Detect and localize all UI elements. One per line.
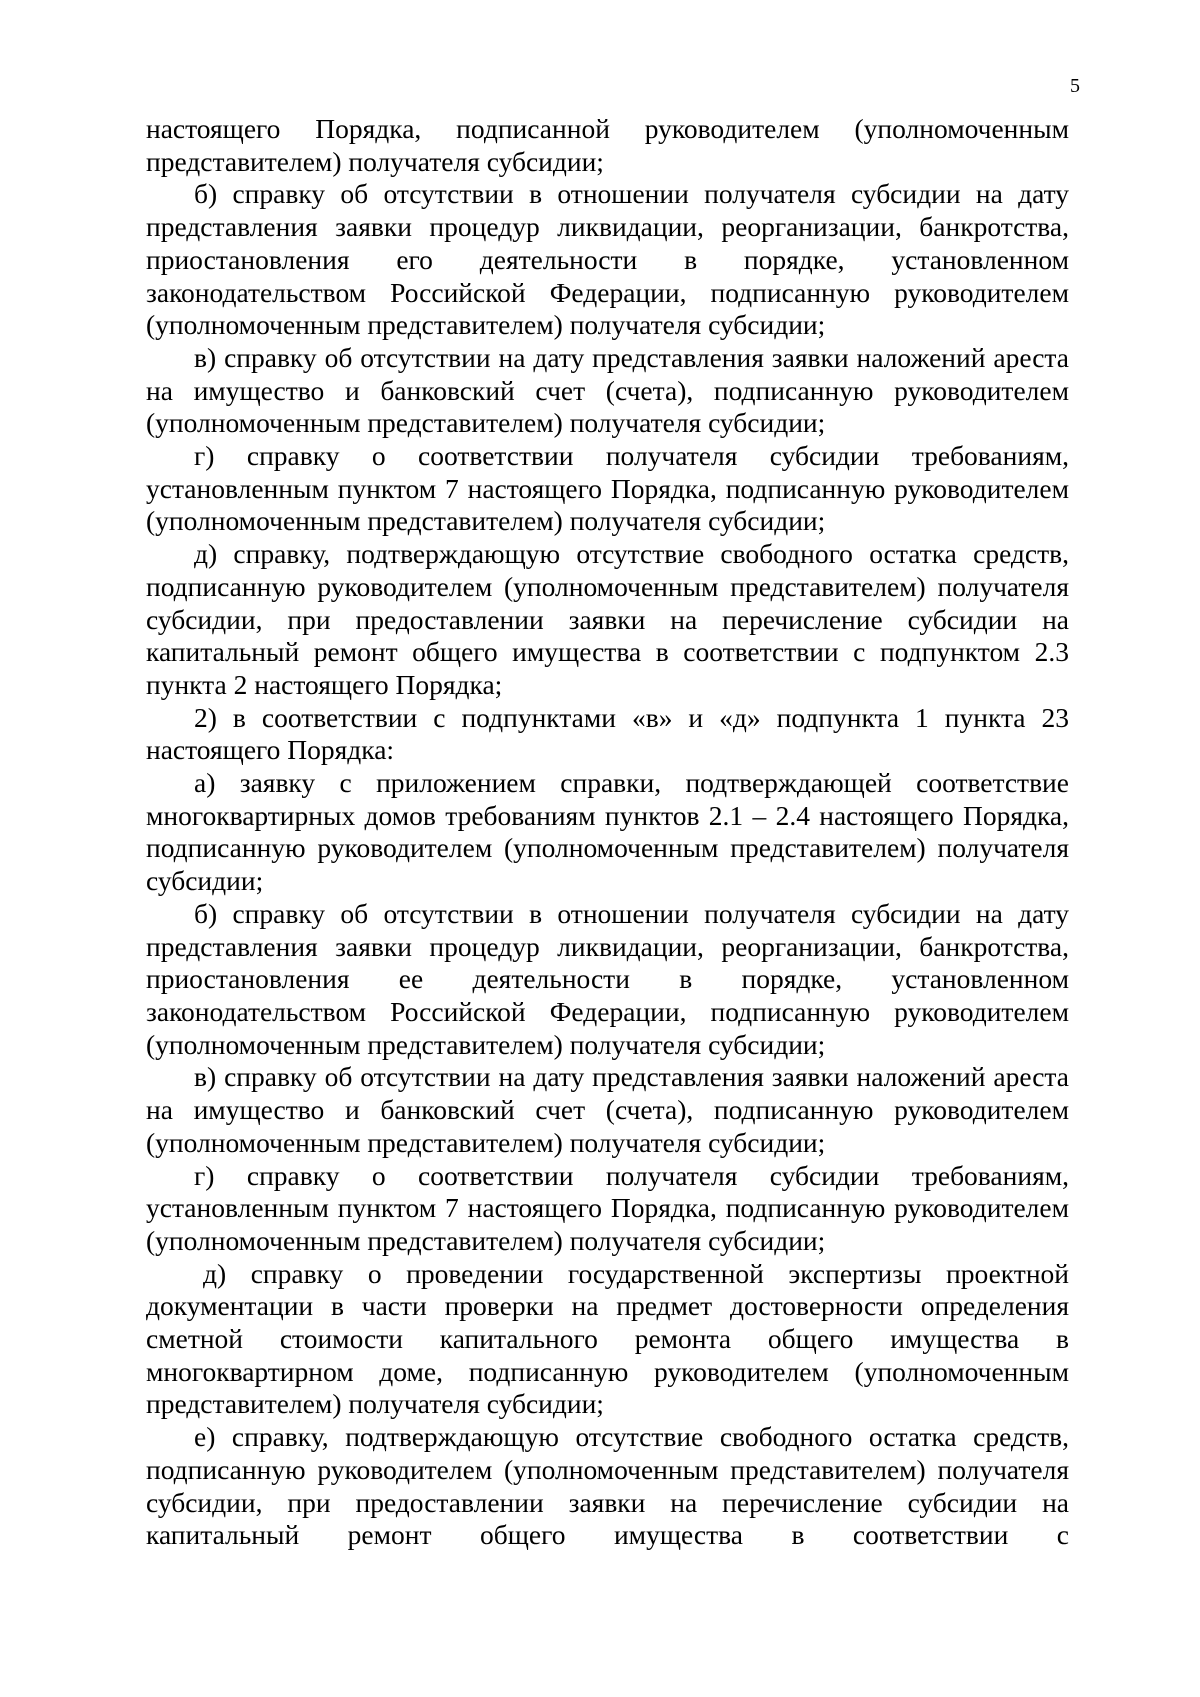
paragraph-item-v: в) справку об отсутствии на дату представления заявки наложений ареста на имущество и банковский счет (счета), подписанную руководителем (уполномоченным представителем) получателя субсидии; xyxy=(146,341,1069,439)
paragraph-item-d-2: д) справку о проведении государственной экспертизы проектной документации в части проверки на предмет достоверности определения сметной стоимости капитального ремонта общего имущества в многоквартирном доме, подписанную руководителем (уполномоченным представителем) получателя субсидии; xyxy=(146,1257,1069,1420)
paragraph-item-a: а) заявку с приложением справки, подтверждающей соответствие многоквартирных домов требованиям пунктов 2.1 – 2.4 настоящего Порядка, подписанную руководителем (уполномоченным представителем) получателя субсидии; xyxy=(146,767,1069,897)
page-number: 5 xyxy=(1070,75,1080,97)
paragraph-item-b-2: б) справку об отсутствии в отношении получателя субсидии на дату представления заявки процедур ликвидации, реорганизации, банкротства, приостановления ее деятельности в порядке, установленном законодательством Российской Федерации, подписанную руководителем (уполномоченным представителем) получателя субсидии; xyxy=(146,897,1069,1060)
paragraph-item-d: д) справку, подтверждающую отсутствие свободного остатка средств, подписанную руководителем (уполномоченным представителем) получателя субсидии, при предоставлении заявки на перечисление субсидии на капитальный ремонт общего имущества в соответствии с подпунктом 2.3 пункта 2 настоящего Порядка; xyxy=(146,538,1069,700)
paragraph-item-g: г) справку о соответствии получателя субсидии требованиям, установленным пунктом 7 настоящего Порядка, подписанную руководителем (уполномоченным представителем) получателя субсидии; xyxy=(146,440,1069,537)
paragraph-item-b: б) справку об отсутствии в отношении получателя субсидии на дату представления заявки процедур ликвидации, реорганизации, банкротства, приостановления его деятельности в порядке, установленном законодательством Российской Федерации, подписанную руководителем (уполномоченным представителем) получателя субсидии; xyxy=(146,178,1069,341)
paragraph-continuation: настоящего Порядка, подписанной руководителем (уполномоченным представителем) получателя субсидии; xyxy=(146,113,1069,177)
paragraph-item-v-2: в) справку об отсутствии на дату представления заявки наложений ареста на имущество и банковский счет (счета), подписанную руководителем (уполномоченным представителем) получателя субсидии; xyxy=(146,1061,1069,1158)
document-body xyxy=(146,113,1069,1552)
paragraph-point-2: 2) в соответствии с подпунктами «в» и «д» подпункта 1 пункта 23 настоящего Порядка: xyxy=(146,701,1069,766)
paragraph-item-e: е) справку, подтверждающую отсутствие свободного остатка средств, подписанную руководителем (уполномоченным представителем) получателя субсидии, при предоставлении заявки на перечисление субсидии на капитальный ремонт общего имущества в соответствии с xyxy=(146,1421,1069,1551)
paragraph-item-g-2: г) справку о соответствии получателя субсидии требованиям, установленным пунктом 7 настоящего Порядка, подписанную руководителем (уполномоченным представителем) получателя субсидии; xyxy=(146,1159,1069,1256)
